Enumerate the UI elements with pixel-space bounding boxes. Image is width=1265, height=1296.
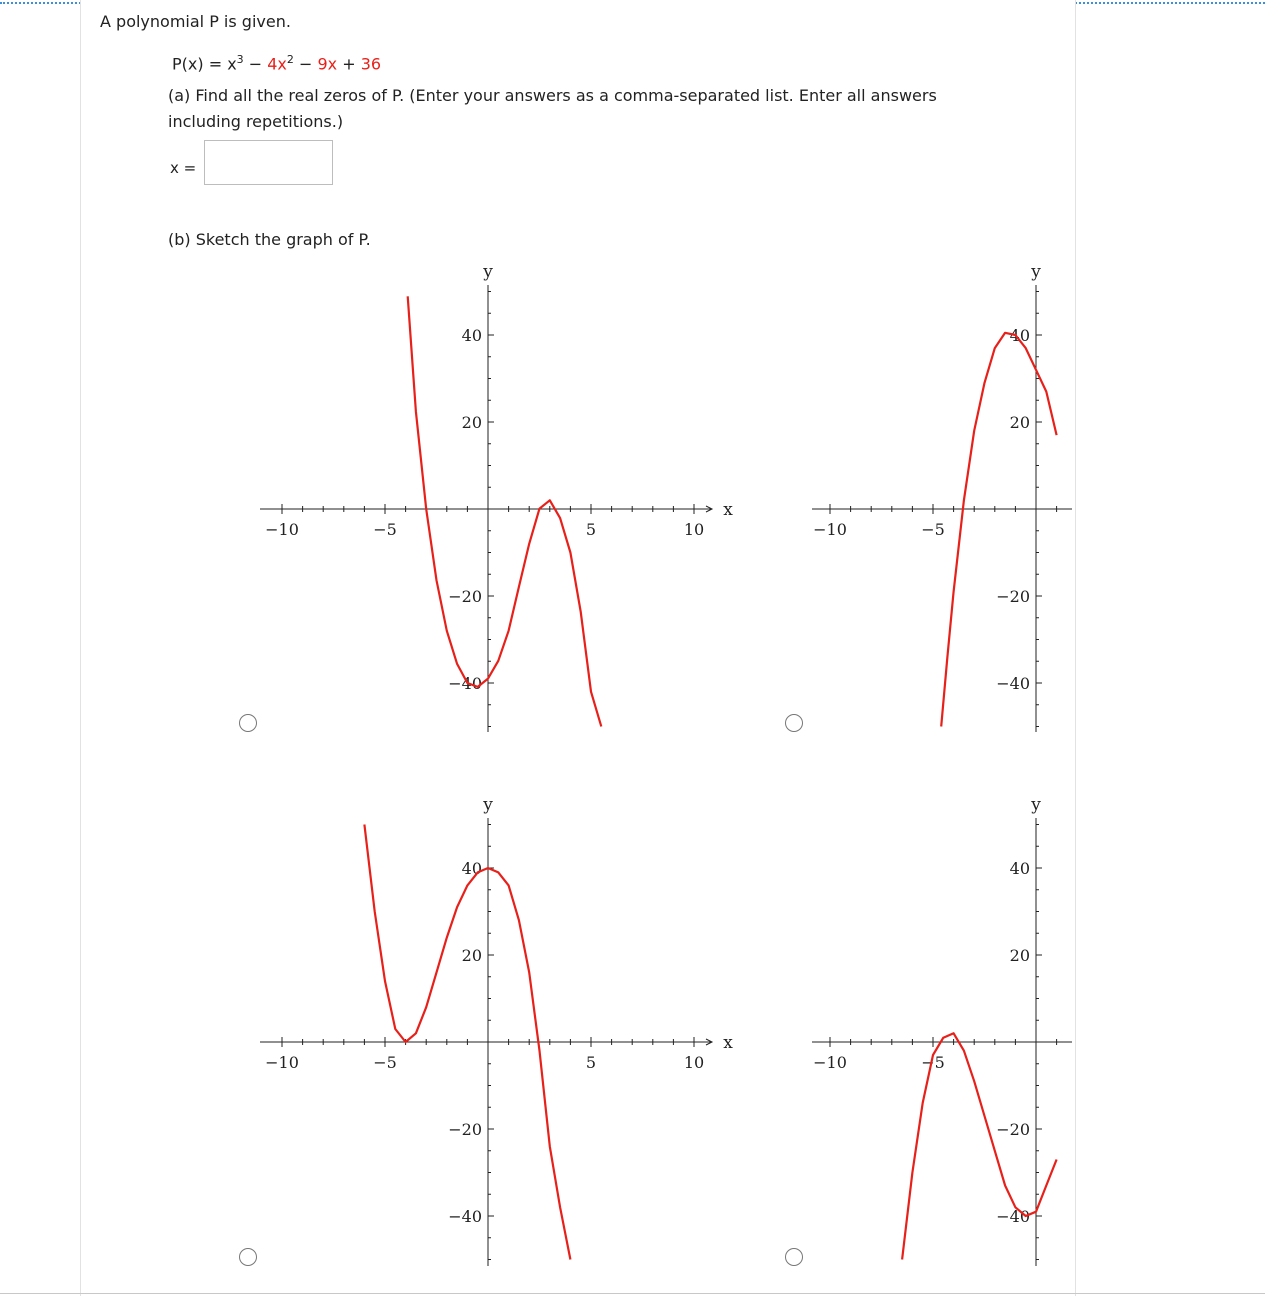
x-tick-label: −10: [813, 520, 847, 539]
graph-option-1-radio[interactable]: [239, 714, 257, 732]
y-tick-label: 40: [1009, 859, 1030, 878]
x-tick-label: 10: [683, 1053, 705, 1072]
y-tick-label: 20: [461, 946, 482, 965]
bottom-divider: [0, 1293, 1265, 1294]
x-tick-label: −5: [373, 520, 397, 539]
op-2: −: [299, 54, 313, 74]
y-tick-label: −20: [996, 587, 1030, 606]
part-a-text-line2: including repetitions.): [168, 112, 344, 131]
y-axis-label: y: [483, 795, 493, 815]
term-9x: 9x: [317, 54, 338, 74]
part-b-text: (b) Sketch the graph of P.: [168, 230, 371, 249]
y-tick-label: 40: [461, 326, 482, 345]
polynomial-expression: [172, 50, 381, 74]
x-tick-label: −5: [373, 1053, 397, 1072]
x-tick-label: −10: [265, 520, 299, 539]
graph-option-4-radio[interactable]: [785, 1248, 803, 1266]
y-tick-label: −20: [996, 1120, 1030, 1139]
y-axis-label: y: [1031, 262, 1041, 282]
zeros-answer-input[interactable]: [204, 140, 333, 185]
op-1: −: [248, 54, 263, 74]
term-4x2-exp: 2: [286, 53, 294, 66]
y-tick-label: 20: [1009, 946, 1030, 965]
x-axis-label: x: [723, 500, 733, 520]
op-3: +: [342, 54, 356, 74]
graph-option-2-radio[interactable]: [785, 714, 803, 732]
y-tick-label: 20: [461, 413, 482, 432]
y-tick-label: 40: [461, 859, 482, 878]
y-tick-label: −40: [996, 674, 1030, 693]
y-tick-label: −40: [448, 1207, 482, 1226]
y-axis-label: y: [1031, 795, 1041, 815]
y-tick-label: −40: [448, 674, 482, 693]
y-axis-label: y: [483, 262, 493, 282]
problem-intro: A polynomial P is given.: [100, 12, 291, 31]
term-36: 36: [360, 54, 382, 74]
term-x3-exp: 3: [236, 53, 244, 66]
y-tick-label: 20: [1009, 413, 1030, 432]
y-tick-label: −20: [448, 587, 482, 606]
graph-option-3-radio[interactable]: [239, 1248, 257, 1266]
x-tick-label: 5: [585, 1053, 597, 1072]
x-tick-label: 5: [585, 520, 597, 539]
x-tick-label: −10: [813, 1053, 847, 1072]
x-tick-label: −5: [921, 520, 945, 539]
x-tick-label: −10: [265, 1053, 299, 1072]
y-tick-label: 40: [1009, 326, 1030, 345]
question-panel: [80, 0, 1076, 1296]
y-tick-label: −40: [996, 1207, 1030, 1226]
term-4x2: 4x: [267, 54, 287, 74]
answer-label: x =: [170, 159, 197, 177]
y-tick-label: −20: [448, 1120, 482, 1139]
x-tick-label: 10: [683, 520, 705, 539]
term-x3: x: [227, 54, 237, 74]
part-a-text-line1: (a) Find all the real zeros of P. (Enter your answers as a comma-separated list. Enter all answers: [168, 86, 937, 105]
x-tick-label: −5: [921, 1053, 945, 1072]
fn-lhs: P(x) =: [172, 54, 223, 74]
x-axis-label: x: [723, 1033, 733, 1053]
